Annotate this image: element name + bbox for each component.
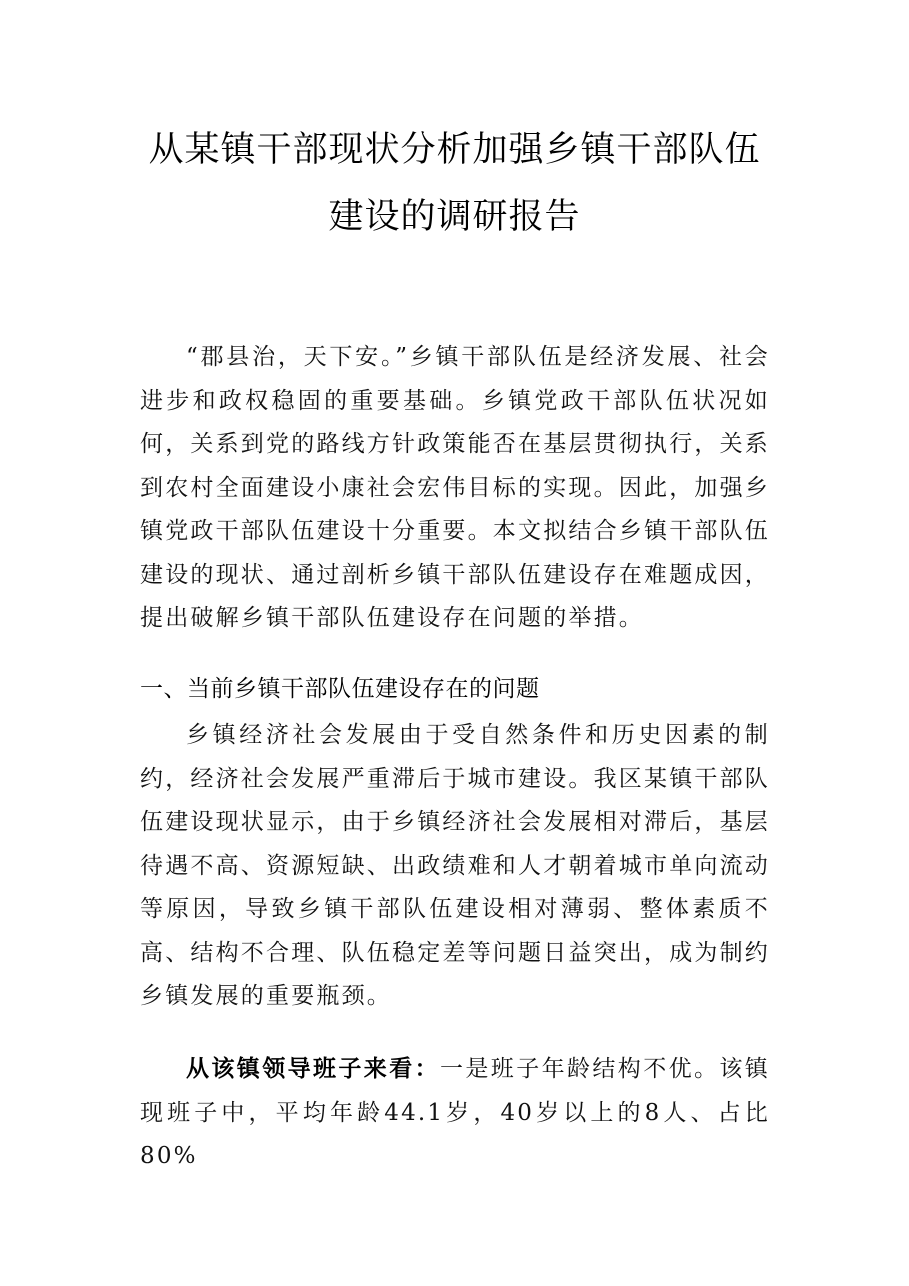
leadership-body-text: 一是班子年龄结构不优。该镇现班子中，平均年龄44.1岁，40岁以上的8人、占比80% xyxy=(140,1056,770,1169)
section-1-paragraph: 乡镇经济社会发展由于受自然条件和历史因素的制约，经济社会发展严重滞后于城市建设。我区某镇干部队伍建设现状显示，由于乡镇经济社会发展相对滞后，基层待遇不高、资源短缺、出政绩难和人才朝着城市单向流动等原因，导致乡镇干部队伍建设相对薄弱、整体素质不高、结构不合理、队伍稳定差等问题日益突出，成为制约乡镇发展的重要瓶颈。 xyxy=(140,722,770,1009)
section-1-heading: 一、当前乡镇干部队伍建设存在的问题 xyxy=(140,676,540,702)
document-title-line-1: 从某镇干部现状分析加强乡镇干部队伍 xyxy=(148,130,761,170)
leadership-paragraph xyxy=(140,1047,770,1179)
intro-paragraph: “郡县治，天下安。”乡镇干部队伍是经济发展、社会进步和政权稳固的重要基础。乡镇党政干部队伍状况如何，关系到党的路线方针政策能否在基层贯彻执行，关系到农村全面建设小康社会宏伟目标的实现。因此，加强乡镇党政干部队伍建设十分重要。本文拟结合乡镇干部队伍建设的现状、通过剖析乡镇干部队伍建设存在难题成因，提出破解乡镇干部队伍建设存在问题的举措。 xyxy=(140,344,770,631)
document-title-line-2: 建设的调研报告 xyxy=(328,197,581,237)
leadership-lead-text: 从该镇领导班子来看： xyxy=(186,1055,440,1082)
